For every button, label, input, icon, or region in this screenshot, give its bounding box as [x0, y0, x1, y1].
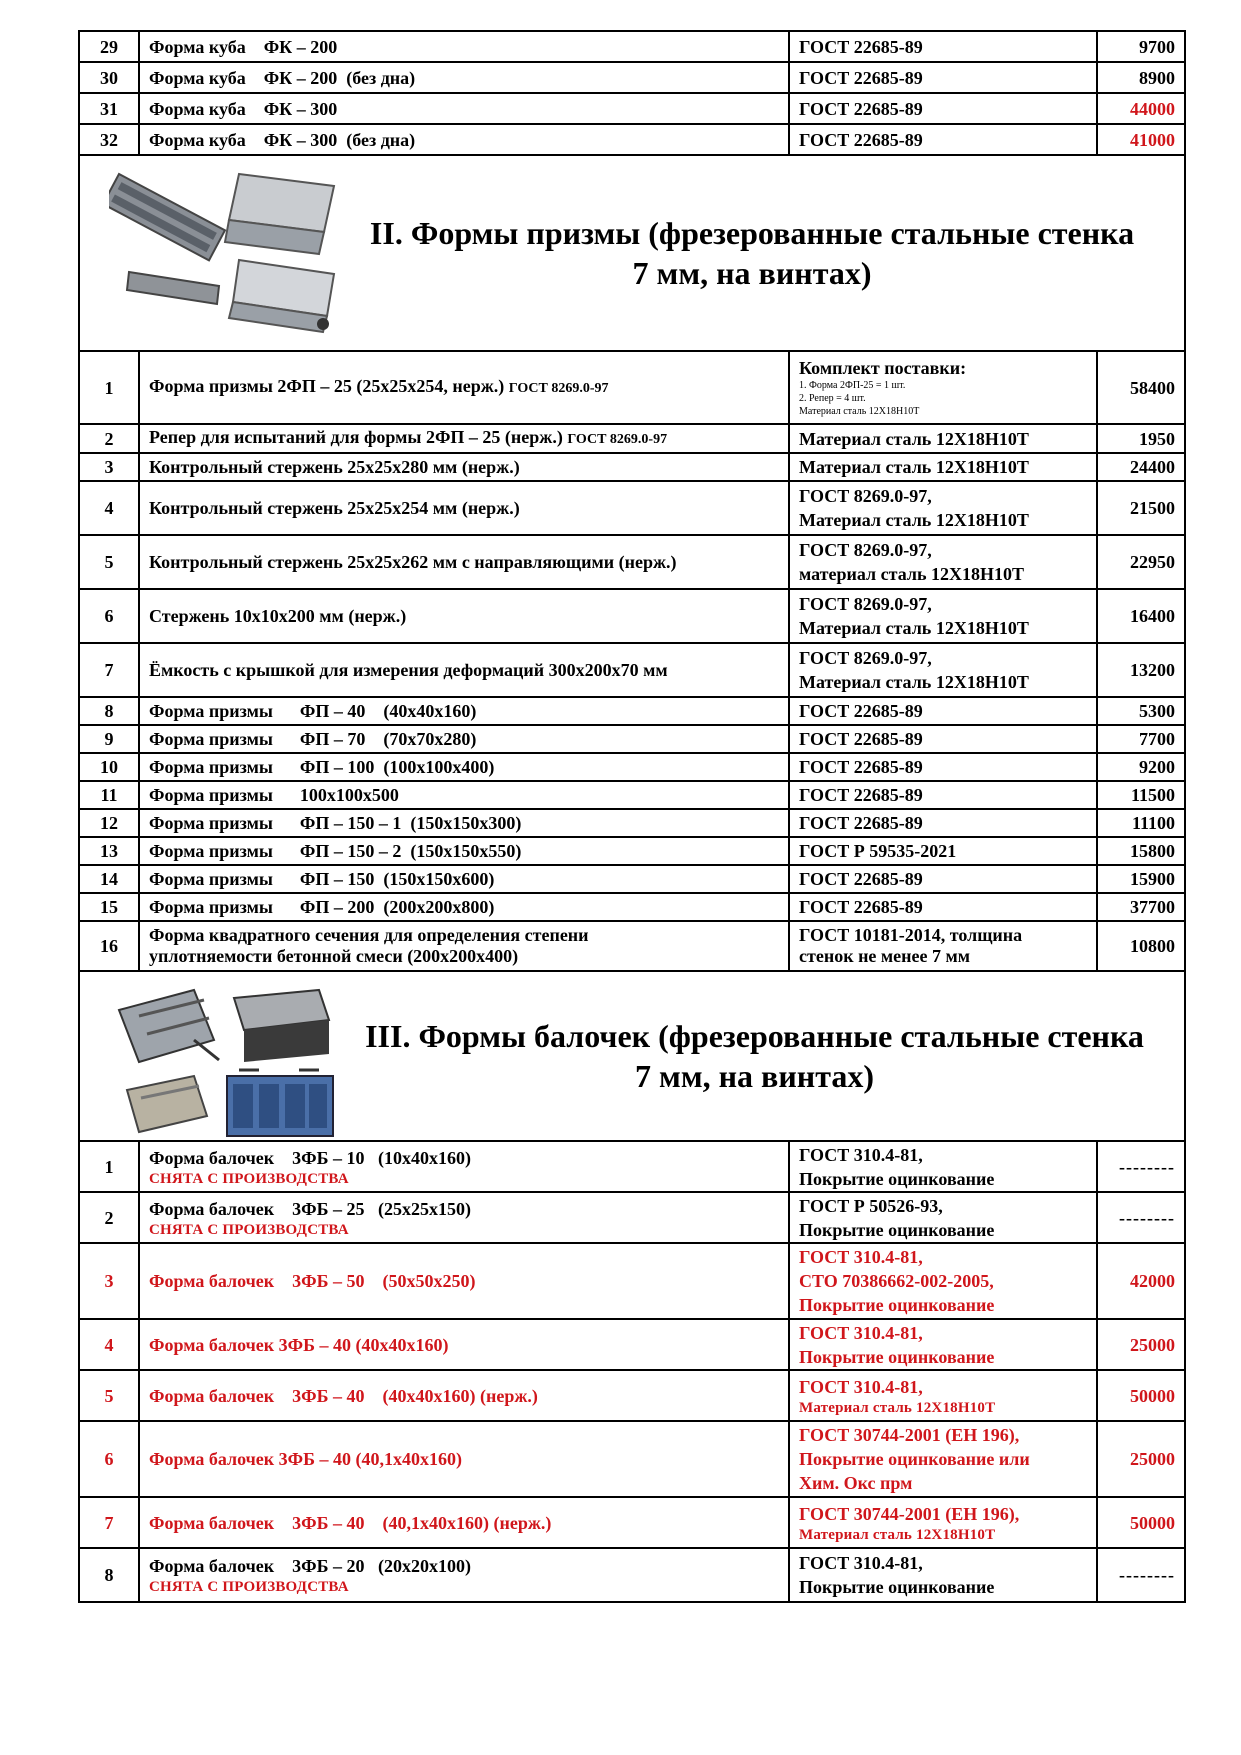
standard-line: ГОСТ 30744-2001 (ЕН 196), [799, 1503, 1020, 1524]
product-name: Контрольный стержень 25х25х280 мм (нерж.) [139, 453, 789, 481]
table-row [79, 1370, 1185, 1421]
price: 15800 [1097, 837, 1185, 865]
price: 13200 [1097, 643, 1185, 697]
standard-line: Покрытие оцинкование [799, 1168, 995, 1189]
row-number: 16 [79, 921, 139, 971]
table-row [79, 643, 1185, 697]
row-number: 14 [79, 865, 139, 893]
standard [789, 535, 1097, 589]
product-name [139, 424, 789, 453]
table-row [79, 1497, 1185, 1548]
product-name: Форма балочек 3ФБ – 40 (40,1х40х160) [139, 1421, 789, 1497]
product-name: Форма призмы ФП – 70 (70х70х280) [139, 725, 789, 753]
section-cell [79, 971, 1185, 1141]
product-name: Форма призмы ФП – 150 – 1 (150х150х300) [139, 809, 789, 837]
product-name: Форма балочек 3ФБ – 40 (40,1х40х160) (нерж.) [139, 1497, 789, 1548]
standard: ГОСТ 22685-89 [789, 124, 1097, 155]
table-row [79, 424, 1185, 453]
product-name [139, 921, 789, 971]
price: 21500 [1097, 481, 1185, 535]
kit-line: 1. Форма 2ФП-25 = 1 шт. [799, 380, 906, 391]
product-name [139, 1141, 789, 1192]
standard [789, 1319, 1097, 1370]
price: 50000 [1097, 1370, 1185, 1421]
discontinued-note: СНЯТА С ПРОИЗВОДСТВА [149, 1221, 349, 1238]
product-name: Форма призмы ФП – 100 (100х100х400) [139, 753, 789, 781]
row-number: 15 [79, 893, 139, 921]
table-row [79, 697, 1185, 725]
row-number: 7 [79, 643, 139, 697]
price: 44000 [1097, 93, 1185, 124]
standard-line: Материал сталь 12Х18Н10Т [799, 510, 1029, 530]
table-row [79, 725, 1185, 753]
table-row [79, 921, 1185, 971]
standard-line: Покрытие оцинкование или [799, 1449, 1030, 1469]
section-title [339, 213, 1165, 293]
standard [789, 481, 1097, 535]
standard-line: Покрытие оцинкование [799, 1219, 995, 1240]
standard: ГОСТ 22685-89 [789, 93, 1097, 124]
standard [789, 1243, 1097, 1319]
table-row [79, 589, 1185, 643]
standard-line: материал сталь 12Х18Н10Т [799, 564, 1024, 584]
price: 15900 [1097, 865, 1185, 893]
standard-line: Покрытие оцинкование [799, 1577, 995, 1597]
beam-molds-photo [109, 980, 339, 1140]
price: 5300 [1097, 697, 1185, 725]
product-name: Форма балочек 3ФБ – 50 (50х50х250) [139, 1243, 789, 1319]
product-name: Ёмкость с крышкой для измерения деформаций 300х200х70 мм [139, 643, 789, 697]
standard: ГОСТ 22685-89 [789, 781, 1097, 809]
section-title-line: 7 мм, на винтах) [632, 255, 872, 291]
product-name: Форма призмы 100х100х500 [139, 781, 789, 809]
row-number: 30 [79, 62, 139, 93]
standard: ГОСТ 22685-89 [789, 865, 1097, 893]
table-row [79, 837, 1185, 865]
standard-line: СТО 70386662-002-2005, [799, 1271, 994, 1291]
table-row [79, 453, 1185, 481]
section-header-prisms [79, 155, 1185, 351]
table-row [79, 124, 1185, 155]
product-name-text: Репер для испытаний для формы 2ФП – 25 (нерж.) [149, 427, 563, 447]
table-row [79, 535, 1185, 589]
table-row [79, 351, 1185, 424]
price: -------- [1097, 1141, 1185, 1192]
section-title-line: 7 мм, на винтах) [635, 1058, 874, 1094]
table-row [79, 809, 1185, 837]
table-row [79, 1548, 1185, 1602]
price: 10800 [1097, 921, 1185, 971]
table-row [79, 62, 1185, 93]
row-number: 4 [79, 1319, 139, 1370]
kit-line: 2. Репер = 4 шт. [799, 393, 866, 404]
product-name-text: Форма балочек 3ФБ – 25 (25х25х150) [149, 1198, 471, 1219]
discontinued-note: СНЯТА С ПРОИЗВОДСТВА [149, 1579, 349, 1595]
row-number: 12 [79, 809, 139, 837]
table-row [79, 1319, 1185, 1370]
table-row [79, 781, 1185, 809]
product-name: Форма куба ФК – 200 [139, 31, 789, 62]
standard-line: стенок не менее 7 мм [799, 946, 971, 966]
standard-line: ГОСТ 8269.0-97, [799, 648, 932, 668]
standard [789, 589, 1097, 643]
row-number: 6 [79, 1421, 139, 1497]
product-name: Форма призмы ФП – 150 – 2 (150х150х550) [139, 837, 789, 865]
table-row [79, 93, 1185, 124]
standard-line: Материал сталь 12Х18Н10Т [799, 1526, 996, 1543]
standard-line: Покрытие оцинкование [799, 1346, 995, 1367]
standard-line: ГОСТ 8269.0-97, [799, 594, 932, 614]
table-row [79, 1192, 1185, 1243]
product-name: Форма призмы ФП – 40 (40х40х160) [139, 697, 789, 725]
standard: ГОСТ 22685-89 [789, 753, 1097, 781]
standard: ГОСТ Р 59535-2021 [789, 837, 1097, 865]
price: 7700 [1097, 725, 1185, 753]
standard [789, 351, 1097, 424]
product-name: Контрольный стержень 25х25х262 мм с направляющими (нерж.) [139, 535, 789, 589]
product-name: Форма куба ФК – 200 (без дна) [139, 62, 789, 93]
row-number: 7 [79, 1497, 139, 1548]
standard [789, 1370, 1097, 1421]
standard-line: Покрытие оцинкование [799, 1295, 995, 1315]
standard [789, 1421, 1097, 1497]
product-name: Форма балочек 3ФБ – 40 (40х40х160) (нерж.) [139, 1370, 789, 1421]
standard [789, 1141, 1097, 1192]
table-row [79, 1141, 1185, 1192]
standard-line: ГОСТ 30744-2001 (ЕН 196), [799, 1425, 1020, 1445]
row-number: 5 [79, 535, 139, 589]
standard [789, 921, 1097, 971]
standard: ГОСТ 22685-89 [789, 809, 1097, 837]
product-name-standard: ГОСТ 8269.0-97 [508, 381, 609, 396]
price: -------- [1097, 1192, 1185, 1243]
price: 25000 [1097, 1319, 1185, 1370]
price: 41000 [1097, 124, 1185, 155]
row-number: 2 [79, 424, 139, 453]
standard: Материал сталь 12Х18Н10Т [789, 424, 1097, 453]
section-cell [79, 155, 1185, 351]
row-number: 6 [79, 589, 139, 643]
price: 1950 [1097, 424, 1185, 453]
standard-line: ГОСТ 310.4-81, [799, 1376, 923, 1397]
discontinued-note: СНЯТА С ПРОИЗВОДСТВА [149, 1170, 349, 1187]
standard [789, 1497, 1097, 1548]
table-row [79, 31, 1185, 62]
standard-line: Материал сталь 12Х18Н10Т [799, 1399, 996, 1416]
standard: ГОСТ 22685-89 [789, 697, 1097, 725]
standard-line: ГОСТ 310.4-81, [799, 1247, 923, 1267]
price: 22950 [1097, 535, 1185, 589]
standard-line: ГОСТ 8269.0-97, [799, 540, 932, 560]
standard: ГОСТ 22685-89 [789, 31, 1097, 62]
standard-line: ГОСТ 310.4-81, [799, 1553, 923, 1573]
product-name-text: Форма балочек 3ФБ – 20 (20х20х100) [149, 1556, 471, 1576]
row-number: 1 [79, 1141, 139, 1192]
standard-line: ГОСТ 8269.0-97, [799, 486, 932, 506]
product-name-line: Форма квадратного сечения для определения степени [149, 925, 589, 945]
standard [789, 1192, 1097, 1243]
standard-line: ГОСТ 310.4-81, [799, 1322, 923, 1343]
row-number: 4 [79, 481, 139, 535]
standard [789, 1548, 1097, 1602]
price: 24400 [1097, 453, 1185, 481]
product-name: Форма куба ФК – 300 (без дна) [139, 124, 789, 155]
row-number: 8 [79, 1548, 139, 1602]
product-name: Форма призмы ФП – 150 (150х150х600) [139, 865, 789, 893]
standard [789, 643, 1097, 697]
section-header-beams [79, 971, 1185, 1141]
row-number: 3 [79, 453, 139, 481]
table-row [79, 481, 1185, 535]
product-name: Форма балочек 3ФБ – 40 (40х40х160) [139, 1319, 789, 1370]
price: -------- [1097, 1548, 1185, 1602]
standard-line: Материал сталь 12Х18Н10Т [799, 618, 1029, 638]
row-number: 2 [79, 1192, 139, 1243]
product-name [139, 1192, 789, 1243]
standard: ГОСТ 22685-89 [789, 725, 1097, 753]
standard-line: Материал сталь 12Х18Н10Т [799, 672, 1029, 692]
row-number: 8 [79, 697, 139, 725]
price: 25000 [1097, 1421, 1185, 1497]
price: 16400 [1097, 589, 1185, 643]
price: 9200 [1097, 753, 1185, 781]
table-row [79, 1421, 1185, 1497]
kit-line: Материал сталь 12Х18Н10Т [799, 406, 920, 417]
standard: ГОСТ 22685-89 [789, 62, 1097, 93]
row-number: 11 [79, 781, 139, 809]
standard-line: ГОСТ 10181-2014, толщина [799, 925, 1023, 945]
product-name [139, 351, 789, 424]
section-title [344, 1016, 1165, 1096]
section-title-line: II. Формы призмы (фрезерованные стальные стенка [369, 215, 1135, 251]
table-row [79, 1243, 1185, 1319]
price: 11500 [1097, 781, 1185, 809]
standard: ГОСТ 22685-89 [789, 893, 1097, 921]
row-number: 9 [79, 725, 139, 753]
standard: Материал сталь 12Х18Н10Т [789, 453, 1097, 481]
price: 8900 [1097, 62, 1185, 93]
table-row [79, 865, 1185, 893]
product-name-standard: ГОСТ 8269.0-97 [567, 432, 668, 447]
row-number: 31 [79, 93, 139, 124]
product-name: Форма призмы ФП – 200 (200х200х800) [139, 893, 789, 921]
row-number: 29 [79, 31, 139, 62]
price: 11100 [1097, 809, 1185, 837]
row-number: 5 [79, 1370, 139, 1421]
section-title-line: III. Формы балочек (фрезерованные стальные стенка [365, 1018, 1144, 1054]
standard-line: Хим. Окс прм [799, 1473, 913, 1493]
row-number: 10 [79, 753, 139, 781]
price: 9700 [1097, 31, 1185, 62]
standard-line: ГОСТ Р 50526-93, [799, 1195, 943, 1216]
product-name-text: Форма балочек 3ФБ – 10 (10х40х160) [149, 1147, 471, 1168]
prism-molds-photo [109, 164, 339, 342]
price: 50000 [1097, 1497, 1185, 1548]
kit-title: Комплект поставки: [799, 358, 967, 378]
price: 37700 [1097, 893, 1185, 921]
product-name: Стержень 10х10х200 мм (нерж.) [139, 589, 789, 643]
table-row [79, 893, 1185, 921]
table-row [79, 753, 1185, 781]
row-number: 1 [79, 351, 139, 424]
product-name-text: Форма призмы 2ФП – 25 (25х25х254, нерж.) [149, 376, 505, 396]
row-number: 13 [79, 837, 139, 865]
row-number: 32 [79, 124, 139, 155]
price: 42000 [1097, 1243, 1185, 1319]
standard-line: ГОСТ 310.4-81, [799, 1144, 923, 1165]
row-number: 3 [79, 1243, 139, 1319]
product-name [139, 1548, 789, 1602]
product-name-line: уплотняемости бетонной смеси (200х200х400) [149, 946, 519, 966]
price: 58400 [1097, 351, 1185, 424]
product-name: Контрольный стержень 25х25х254 мм (нерж.) [139, 481, 789, 535]
price-table [78, 30, 1186, 1603]
product-name: Форма куба ФК – 300 [139, 93, 789, 124]
